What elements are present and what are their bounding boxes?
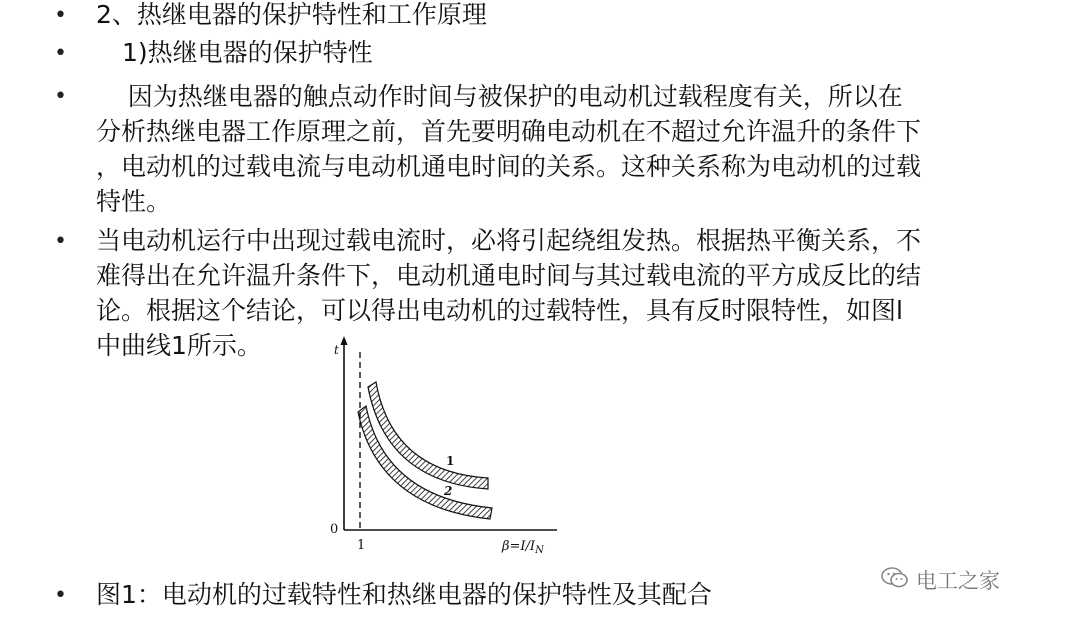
bullet: • — [54, 84, 67, 109]
section-heading: 2、热继电器的保护特性和工作原理 — [96, 0, 487, 29]
y-axis-arrow — [341, 336, 348, 345]
x-axis-label-sub: N — [535, 545, 544, 556]
wechat-icon — [880, 565, 910, 596]
paragraph-line: 论。根据这个结论，可以得出电动机的过载特性，具有反时限特性，如图l — [96, 296, 903, 325]
paragraph-line: 分析热继电器工作原理之前，首先要明确电动机在不超过允许温升的条件下 — [96, 117, 922, 146]
subsection-heading: 1)热继电器的保护特性 — [122, 38, 373, 67]
paragraph-line: 中曲线1所示。 — [96, 331, 262, 360]
paragraph-line: 特性。 — [96, 187, 172, 216]
bullet: • — [54, 229, 67, 254]
y-axis-label: t — [334, 343, 339, 357]
curve-1-band — [368, 382, 488, 489]
overload-characteristic-figure — [322, 332, 562, 560]
paragraph-line: 因为热继电器的触点动作时间与被保护的电动机过载程度有关，所以在 — [96, 82, 903, 111]
bullet: • — [54, 3, 67, 28]
x-axis-label — [501, 539, 545, 556]
curve-1-label: 1 — [446, 454, 455, 468]
bullet: • — [54, 41, 67, 66]
origin-label: 0 — [330, 522, 339, 537]
paragraph-line: 当电动机运行中出现过载电流时，必将引起绕组发热。根据热平衡关系，不 — [96, 226, 922, 255]
bullet: • — [54, 583, 67, 608]
paragraph-line: 难得出在允许温升条件下，电动机通电时间与其过载电流的平方成反比的结 — [96, 261, 922, 290]
paragraph-line: ，电动机的过载电流与电动机通电时间的关系。这种关系称为电动机的过载 — [96, 152, 922, 181]
curve-2-label: 2 — [444, 484, 453, 498]
x-tick-label: 1 — [357, 538, 366, 553]
watermark-text: 电工之家 — [916, 569, 1000, 593]
watermark — [880, 565, 1000, 595]
figure-caption: 图1：电动机的过载特性和热继电器的保护特性及其配合 — [96, 580, 712, 609]
x-axis-label-main: β=I/I — [502, 539, 536, 554]
